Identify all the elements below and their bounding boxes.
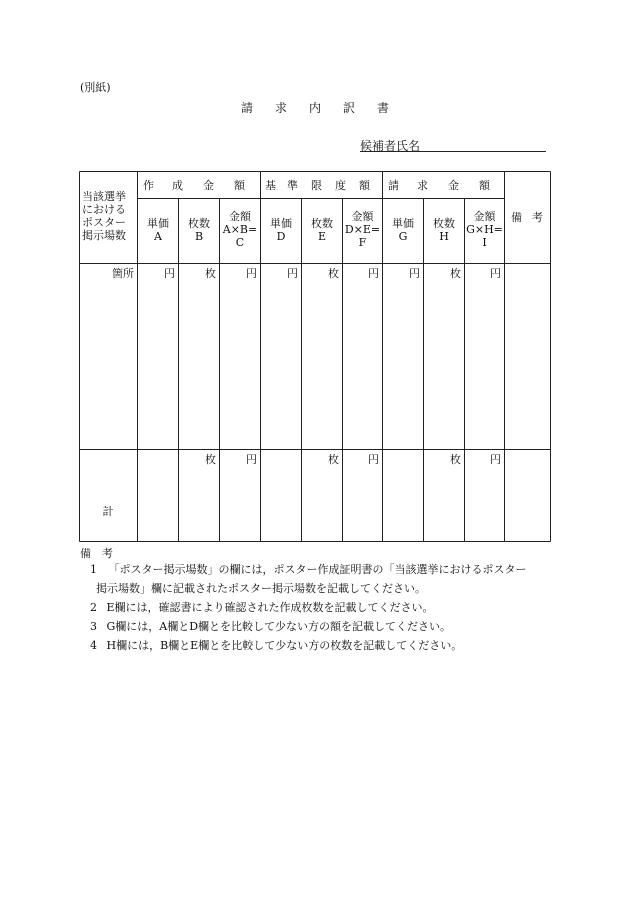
note-item-4 [90,639,462,653]
sub-header-line: 枚数 [311,217,333,230]
candidate-name-label: 候補者氏名 [360,139,421,153]
note-line: 掲示場数」欄に記載されたポスター掲示場数を記載してください。 [96,582,426,595]
title-char: 内 [308,101,321,115]
unit-label: 円 [409,267,420,280]
sub-header-line: H [439,230,449,243]
sub-header-line: A×B= [222,223,258,236]
sub-header-amount-f [343,210,382,249]
group-char: 準 [287,179,298,192]
sub-header-count-b [179,217,219,243]
sub-header-amount-i [465,210,504,249]
total-unit-label: 枚 [205,453,216,466]
sub-header-line: F [358,236,367,249]
note-line: G欄には，A欄とD欄とを比較して少ない方の額を記載してください。 [106,620,452,633]
group-header-claim-amount [388,179,502,192]
row-header-line: ポスター [82,216,126,229]
title-char: 訳 [343,101,356,115]
remarks-header [511,211,549,224]
sub-header-line: 単価 [270,217,292,230]
document-title [0,99,630,116]
group-char: 額 [359,179,370,192]
group-char: 作 [143,179,154,192]
sub-header-line: G [398,230,408,243]
unit-label: 円 [287,267,298,280]
sub-header-line: 枚数 [188,217,210,230]
sub-header-count-e [302,217,342,243]
notes-title [80,545,113,561]
sub-header-line: 単価 [147,217,169,230]
remarks-char: 考 [532,211,543,224]
unit-label: 枚 [205,267,216,280]
sub-header-line: 金額 [473,210,496,223]
sub-header-count-h [424,217,464,243]
title-char: 書 [377,101,390,115]
sub-header-amount-c [220,210,260,249]
note-item-1-continued [96,582,426,596]
unit-label: 円 [368,267,379,280]
total-unit-label: 枚 [450,453,461,466]
sub-header-line: 単価 [392,217,414,230]
group-char: 額 [234,179,245,192]
group-char: 請 [388,179,399,192]
total-unit-label: 円 [368,453,379,466]
notes-title-char: 備 [80,547,91,560]
note-number: 2 [90,601,97,614]
sub-header-unit-price-g [383,217,423,243]
sub-header-line: 枚数 [433,217,455,230]
unit-label: 円 [164,267,175,280]
group-char: 成 [172,179,183,192]
total-unit-label: 円 [490,453,501,466]
sub-header-line: 金額 [351,210,374,223]
group-char: 額 [479,179,490,192]
row-header-line: 当該選挙 [82,190,126,203]
sub-header-line: 金額 [229,210,251,223]
row-header-line: における [82,203,126,216]
note-number: 1 [90,563,97,576]
note-line: 「ポスター掲示場数」の欄には，ポスター作成証明書の「当該選挙におけるポスター [108,563,527,576]
remarks-char: 備 [511,211,522,224]
unit-label: 枚 [450,267,461,280]
note-number: 4 [90,639,97,652]
unit-places: 箇所 [112,267,134,280]
sub-header-line: D×E= [344,223,381,236]
sub-header-line: E [317,230,327,243]
note-line: H欄には，B欄とE欄とを比較して少ない方の枚数を記載してください。 [106,639,463,652]
total-unit-label: 円 [246,453,257,466]
sub-header-line: C [235,236,245,249]
sub-header-line: B [194,230,204,243]
group-char: 限 [311,179,322,192]
group-char: 基 [265,179,276,192]
unit-label: 円 [490,267,501,280]
appendix-label: (別紙) [80,81,111,94]
title-char: 求 [274,101,287,115]
note-item-3 [90,620,451,634]
note-item-2 [90,601,434,615]
group-header-production-amount [143,179,257,192]
sub-header-line: A [154,230,162,243]
sub-header-unit-price-a [138,217,178,243]
notes-title-char: 考 [102,547,113,560]
total-label: 計 [102,505,114,518]
group-char: 金 [203,179,214,192]
note-number: 3 [90,620,97,633]
unit-label: 円 [246,267,257,280]
row-header-line: 掲示場数 [82,229,126,242]
group-header-limit-amount [265,179,381,192]
note-item-1 [90,563,527,577]
unit-label: 枚 [328,267,339,280]
title-char: 請 [240,101,253,115]
sub-header-unit-price-d [261,217,301,243]
group-char: 度 [335,179,346,192]
total-unit-label: 枚 [328,453,339,466]
sub-header-line: I [482,236,487,249]
group-char: 求 [417,179,428,192]
sub-header-line: D [276,230,286,243]
sub-header-line: G×H= [466,223,503,236]
breakdown-table [79,171,551,542]
candidate-name-field[interactable] [360,137,546,152]
note-line: E欄には，確認書により確認された作成枚数を記載してください。 [106,601,434,614]
group-char: 金 [448,179,459,192]
row-header-poster-sites [82,190,136,242]
